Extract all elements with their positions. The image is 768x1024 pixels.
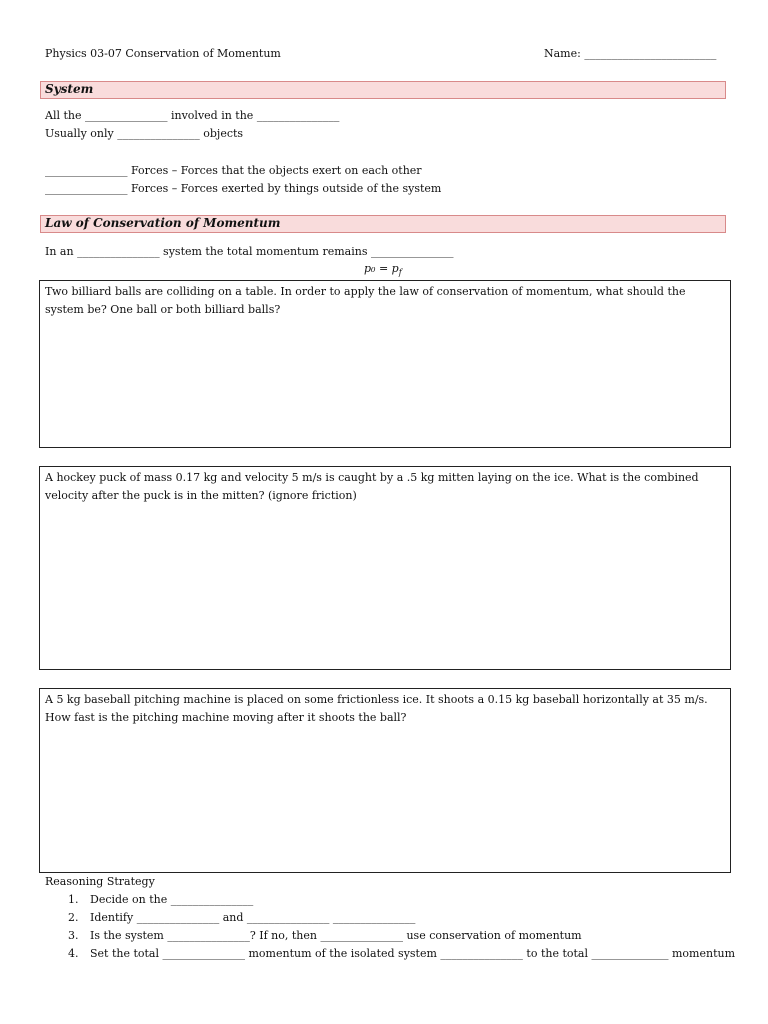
system-heading: System [45, 82, 94, 96]
question-2-text: A hockey puck of mass 0.17 kg and velocity 5 m/s is caught by a .5 kg mitten laying on the ice. What is the combined velocity after the puck is in the mitten? (ignore friction) [45, 471, 699, 502]
system-line-1: All the _______________ involved in the _______________ [45, 109, 340, 122]
reasoning-step-3 [68, 929, 582, 942]
external-forces-line: _______________ Forces – Forces exerted by things outside of the system [45, 182, 442, 195]
momentum-equation [364, 262, 402, 277]
system-section-header [40, 81, 726, 99]
step-number: 3. [68, 929, 79, 942]
question-box-1[interactable] [39, 280, 731, 448]
question-1-text: Two billiard balls are colliding on a table. In order to apply the law of conservation of momentum, what should the system be? One ball or both billiard balls? [45, 285, 686, 316]
question-box-3[interactable] [39, 688, 731, 873]
equation-main: p₀ = p [364, 262, 399, 275]
step-number: 2. [68, 911, 79, 924]
name-field-label: Name: ________________________ [544, 47, 717, 60]
step-text: Decide on the _______________ [90, 893, 254, 906]
system-line-2: Usually only _______________ objects [45, 127, 244, 140]
internal-forces-line: _______________ Forces – Forces that the objects exert on each other [45, 164, 422, 177]
reasoning-step-2 [68, 911, 415, 924]
question-3-text: A 5 kg baseball pitching machine is placed on some frictionless ice. It shoots a 0.15 kg baseball horizontally at 35 m/s. How fast is the pitching machine moving after it shoots the ball? [45, 693, 708, 724]
question-box-2[interactable] [39, 466, 731, 670]
equation-subscript: f [398, 268, 402, 278]
step-number: 4. [68, 947, 79, 960]
law-section-header [40, 215, 726, 233]
reasoning-step-4 [68, 947, 735, 960]
step-text: Set the total _______________ momentum of the isolated system _______________ to the total ______________ momentum [90, 947, 736, 960]
law-heading: Law of Conservation of Momentum [45, 216, 281, 230]
step-text: Identify _______________ and _______________ _______________ [90, 911, 416, 924]
reasoning-step-1 [68, 893, 253, 906]
step-number: 1. [68, 893, 79, 906]
step-text: Is the system _______________? If no, then _______________ use conservation of momentum [90, 929, 582, 942]
reasoning-title: Reasoning Strategy [45, 875, 155, 888]
course-title: Physics 03-07 Conservation of Momentum [45, 47, 281, 60]
law-statement: In an _______________ system the total momentum remains _______________ [45, 245, 454, 258]
